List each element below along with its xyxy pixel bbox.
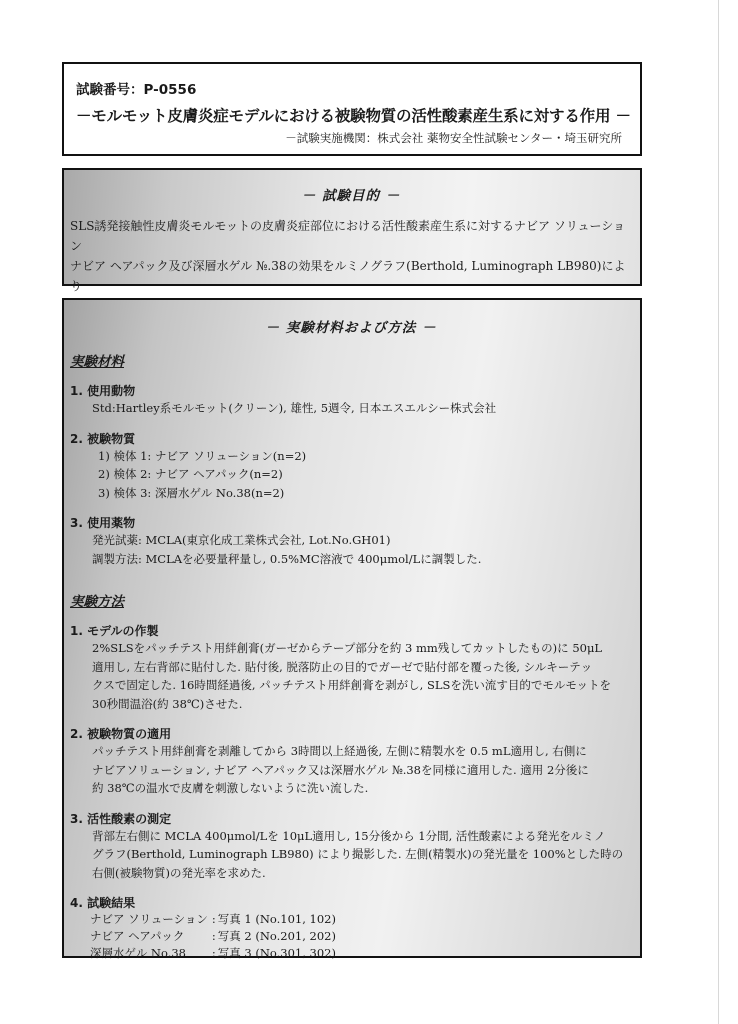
item-line: 調製方法: MCLAを必要量秤量し, 0.5%MC溶液で 400μmol/Lに調製した. [92, 551, 482, 566]
item-body [70, 639, 632, 713]
results-section [70, 894, 632, 962]
item-line: 2) 検体 2: ナビア ヘアパック(n=2) [98, 467, 283, 481]
result-colon: : [211, 912, 216, 926]
item-heading: 2. 被験物質 [70, 431, 136, 446]
result-name: ナビア ソリューション [90, 912, 208, 926]
table-row [90, 928, 340, 945]
item-heading: 1. モデルの作製 [70, 624, 159, 638]
institution-line: －試験実施機関：株式会社 薬物安全性試験センター・埼玉研究所 [285, 131, 622, 145]
item-line: 約 38℃の温水で皮膚を刺激しないように洗い流した. [92, 781, 369, 795]
item-line: 30秒間温浴(約 38℃)させた. [92, 696, 243, 711]
materials-item-test-substances [70, 430, 632, 503]
result-value: 写真 1 (No.101, 102) [217, 912, 336, 926]
item-heading: 2. 被験物質の適用 [70, 727, 172, 741]
item-line: Std:Hartley系モルモット(クリーン), 雄性, 5週令, 日本エスエルシー株式会社 [92, 401, 497, 415]
item-line: パッチテスト用絆創膏を剥離してから 3時間以上経過後, 左側に精製水を 0.5 mL適用し, 右側に [92, 744, 587, 758]
purpose-title: － 試験目的 － [301, 188, 401, 204]
item-line: ナビアソリューション, ナビア ヘアパック又は深層水ゲル №.38を同様に適用した. 適用 2分後に [92, 762, 589, 777]
item-line: グラフ(Berthold, Luminograph LB980) により撮影した. 左側(精製水)の発光量を 100%とした時の [92, 847, 624, 861]
materials-heading: 実験材料 [70, 354, 124, 370]
item-body [70, 742, 632, 798]
method-heading: 実験方法 [70, 594, 124, 610]
results-heading: 4. 試験結果 [70, 896, 136, 910]
methods-box [62, 298, 642, 958]
experiment-number: 試験番号：P-0556 [76, 82, 197, 98]
procedure-model [70, 622, 632, 713]
methods-title: － 実験材料および方法 － [265, 320, 437, 336]
item-body [70, 827, 632, 883]
item-heading: 3. 使用薬物 [70, 516, 136, 530]
item-line: 適用し, 左右背部に貼付した. 貼付後, 脱落防止の目的でガーゼで貼付部を覆った後, シルキーテッ [92, 659, 593, 674]
table-row [90, 911, 340, 928]
item-line: 1) 検体 1: ナビア ソリューション(n=2) [98, 448, 307, 463]
purpose-line: ナビア ヘアパック及び深層水ゲル №.38の効果をルミノグラフ(Berthold, Luminograph LB980)により [70, 259, 626, 293]
result-value: 写真 2 (No.201, 202) [217, 929, 336, 943]
item-line: 発光試薬: MCLA(東京化成工業株式会社, Lot.No.GH01) [92, 533, 391, 547]
result-value: 写真 3 (No.301, 302) [217, 946, 336, 960]
item-heading: 3. 活性酸素の測定 [70, 811, 172, 826]
result-name: 深層水ゲル No.38 [90, 946, 186, 960]
purpose-line: SLS誘発接触性皮膚炎モルモットの皮膚炎症部位における活性酸素産生系に対するナビア ソリューション [70, 219, 626, 253]
item-body [70, 531, 632, 568]
results-table [90, 911, 340, 962]
result-name: ナビア ヘアパック [90, 929, 185, 943]
item-line: 右側(被験物質)の発光率を求めた. [92, 865, 266, 880]
item-body [70, 399, 632, 418]
procedure-measurement [70, 810, 632, 883]
item-line: 3) 検体 3: 深層水ゲル No.38(n=2) [98, 485, 285, 500]
purpose-box [62, 168, 642, 293]
result-colon: : [211, 929, 216, 943]
materials-item-drugs [70, 514, 632, 568]
page-edge-line [718, 0, 719, 1024]
table-row [90, 945, 340, 962]
item-body [70, 447, 632, 503]
result-colon: : [211, 946, 216, 960]
title-box [62, 62, 642, 156]
document-title: －モルモット皮膚炎症モデルにおける被験物質の活性酸素産生系に対する作用 － [76, 106, 631, 125]
item-heading: 1. 使用動物 [70, 384, 136, 398]
item-line: クスで固定した. 16時間経過後, パッチテスト用絆創膏を剥がし, SLSを洗い流す目的でモルモットを [92, 678, 612, 692]
materials-item-animals [70, 382, 632, 418]
item-line: 背部左右側に MCLA 400μmol/Lを 10μL適用し, 15分後から 1分間, 活性酸素による発光をルミノ [92, 828, 606, 843]
procedure-application [70, 725, 632, 798]
item-line: 2%SLSをパッチテスト用絆創膏(ガーゼからテープ部分を約 3 mm残してカットしたもの)に 50μL [92, 641, 603, 655]
